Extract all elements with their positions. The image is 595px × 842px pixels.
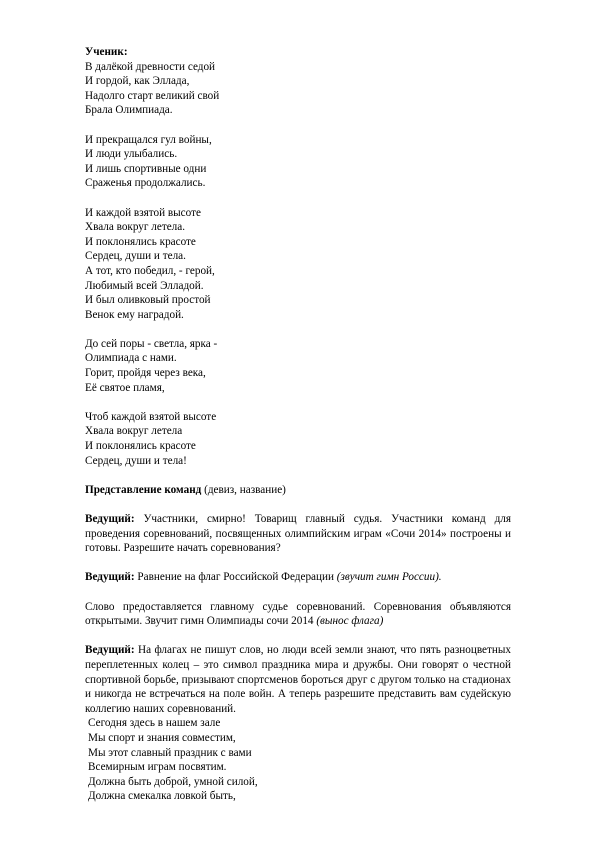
poem-line: Любимый всей Элладой. [85, 279, 204, 292]
poem-line: В далёкой древности седой [85, 60, 216, 73]
poem-line: До сей поры - светла, ярка - [85, 337, 218, 350]
document-body [85, 45, 511, 804]
poem-line: Хвала вокруг летела. [85, 221, 186, 234]
verse-line: Всемирным играм посвятим. [88, 761, 227, 774]
stage-direction: (вынос флага) [316, 615, 384, 628]
poem-stanza-4 [85, 337, 511, 395]
poem-line: Сердец, души и тела! [85, 454, 187, 467]
poem-line: А тот, кто победил, - герой, [85, 264, 215, 277]
poem-line: Хвала вокруг летела [85, 425, 183, 438]
poem-line: Венок ему наградой. [85, 308, 184, 321]
poem-line: И поклонялись красоте [85, 440, 196, 453]
paragraph-text: Участники, смирно! Товарищ главный судья. Участники команд для проведения соревнований, посвященных олимпийским играм «Сочи 2014» построены и готовы. Разрешите начать соревнования? [85, 513, 511, 555]
teams-note: (девиз, название) [201, 483, 286, 496]
paragraph-text: На флагах не пишут слов, но люди всей земли знают, что пять разноцветных переплетенных колец – это символ праздника мира и дружбы. Они говорят о честной спортивной борьбе, призывают спортсменов бороться друг с другом только на стадионах и никогда не встречаться на поле войн. А теперь разрешите представить вам судейскую коллегию наших соревнований. [85, 644, 511, 715]
poem-line: И люди улыбались. [85, 148, 178, 161]
speaker-label: Ведущий: [85, 513, 135, 525]
poem-line: Горит, пройдя через века, [85, 367, 206, 380]
student-label: Ученик: [85, 46, 128, 58]
poem-stanza-1 [85, 60, 511, 118]
host-paragraph-2 [85, 570, 511, 585]
host-paragraph-1 [85, 512, 511, 556]
closing-verse [85, 716, 511, 804]
poem-line: И был оливковый простой [85, 294, 211, 307]
poem-line: И каждой взятой высоте [85, 206, 201, 219]
poem-line: Брала Олимпиада. [85, 104, 173, 117]
verse-line: Должна смекалка ловкой быть, [88, 790, 236, 803]
teams-heading: Представление команд [85, 483, 202, 496]
referee-paragraph [85, 600, 511, 629]
verse-line: Сегодня здесь в нашем зале [88, 717, 221, 730]
poem-line: Олимпиада с нами. [85, 352, 177, 365]
paragraph-text: Равнение на флаг Российской Федерации [134, 571, 337, 584]
verse-line: Мы спорт и знания совместим, [88, 731, 236, 744]
poem-line: И гордой, как Эллада, [85, 75, 190, 88]
poem-line: Чтоб каждой взятой высоте [85, 410, 217, 423]
teams-paragraph [85, 483, 511, 498]
poem-line: И поклонялись красоте [85, 235, 196, 248]
poem-line: Её святое пламя, [85, 381, 165, 394]
poem-line: Сраженья продолжались. [85, 177, 206, 190]
host-paragraph-4 [85, 643, 511, 716]
poem-stanza-2 [85, 133, 511, 191]
verse-line: Мы этот славный праздник с вами [88, 746, 252, 759]
speaker-label: Ведущий: [85, 644, 135, 657]
poem-line: Надолго старт великий свой [85, 89, 220, 102]
poem-stanza-3 [85, 206, 511, 323]
poem-line: И прекращался гул войны, [85, 133, 212, 146]
verse-line: Должна быть доброй, умной силой, [88, 775, 258, 788]
paragraph-text: Слово предоставляется главному судье соревнований. Соревнования объявляются открытыми. Звучит гимн Олимпиады сочи 2014 [85, 600, 511, 628]
speaker-label: Ведущий: [85, 571, 135, 584]
poem-line: Сердец, души и тела. [85, 250, 186, 263]
stage-direction: (звучит гимн России). [336, 571, 442, 584]
poem-stanza-5 [85, 410, 511, 468]
poem-line: И лишь спортивные одни [85, 162, 207, 175]
